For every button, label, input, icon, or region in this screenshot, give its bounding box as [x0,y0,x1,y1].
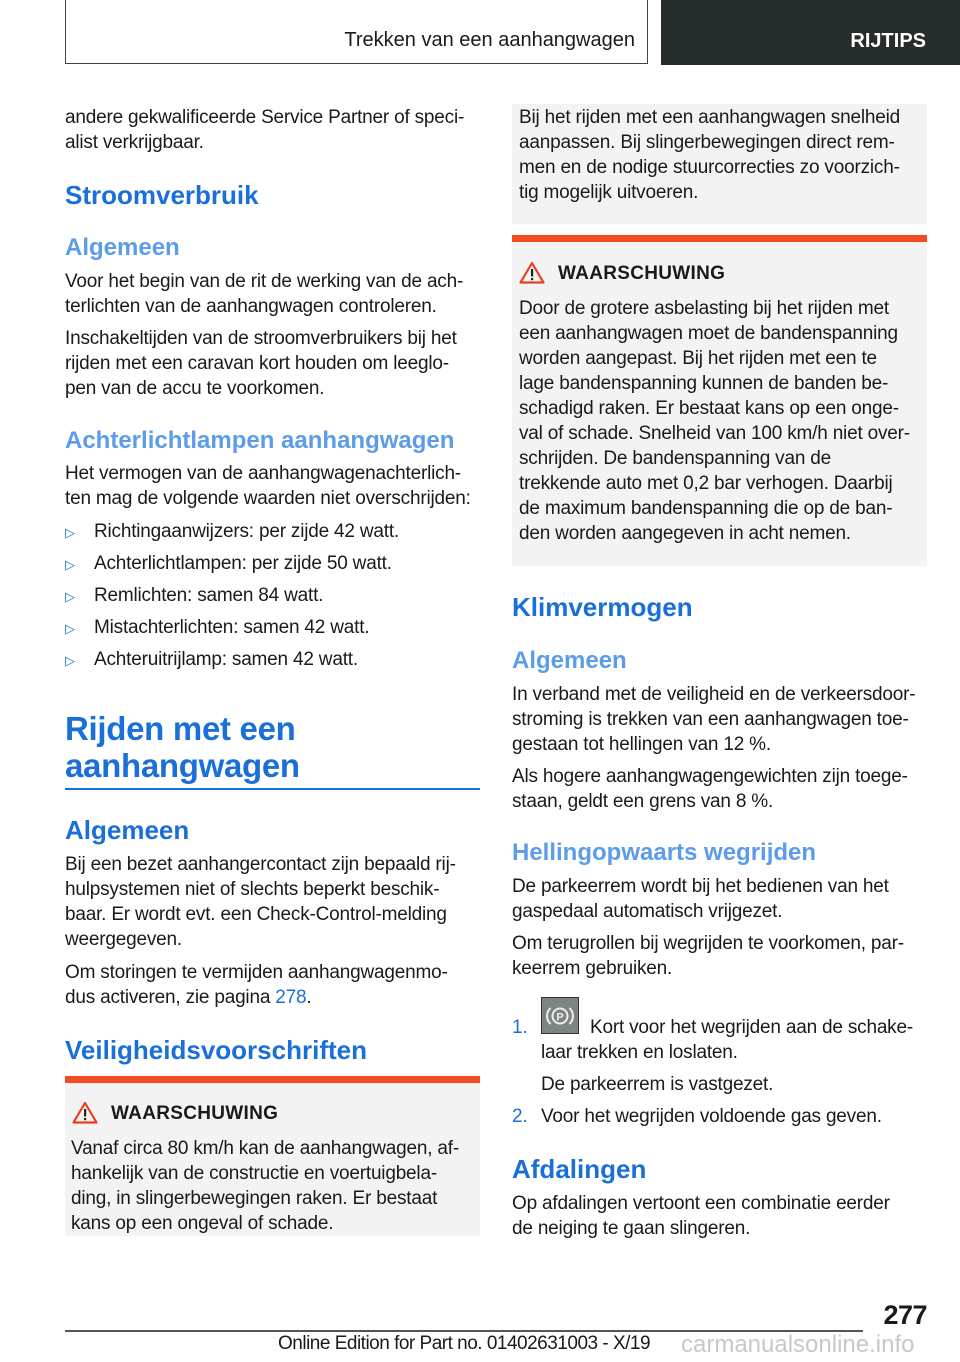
bullet-list [65,519,480,679]
text-line: kans op een ongeval of schade. [71,1213,334,1234]
section-tab-label: RIJTIPS [850,30,926,52]
paragraph [65,269,463,319]
heading-veiligheidsvoorschriften: Veiligheidsvoorschriften [65,1035,367,1065]
heading-stroomverbruik: Stroomverbruik [65,180,259,210]
text-line: Inschakeltijden van de stroomverbruikers bij het [65,328,457,349]
step-text: Voor het wegrijden voldoende gas geven. [541,1106,882,1127]
bullet-text: Richtingaanwijzers: per zijde 42 watt. [94,521,399,542]
text-line: tig mogelijk uitvoeren. [519,182,699,203]
warning-text [519,296,910,546]
text-line: aanpassen. Bij slingerbewegingen direct rem- [519,132,895,153]
heading-afdalingen: Afdalingen [512,1154,647,1184]
text-line: lage bandenspanning kunnen de banden be- [519,373,889,394]
text-line: de neiging te gaan slingeren. [512,1218,751,1239]
text-line: Bij een bezet aanhangercontact zijn bepaald rij- [65,854,456,875]
triangle-bullet-icon: ▷ [65,557,75,572]
text-line: baar. Er wordt evt. een Check-Control-melding [65,904,447,925]
warning-triangle-icon [72,1101,98,1124]
triangle-bullet-icon: ▷ [65,653,75,668]
triangle-bullet-icon: ▷ [65,589,75,604]
text-line: alist verkrijgbaar. [65,132,204,153]
bullet-item [65,647,480,679]
warning-text [71,1136,459,1236]
warning-title: WAARSCHUWING [111,1103,279,1124]
bullet-item [65,519,480,551]
bullet-item [65,615,480,647]
text-line: ten mag de volgende waarden niet overschrijden: [65,488,471,509]
text-line: Door de grotere asbelasting bij het rijden met [519,298,889,319]
step-2 [512,1104,927,1129]
text-line: In verband met de veiligheid en de verkeersdoor- [512,684,916,705]
text-line: de maximum bandenspanning die op de ban- [519,498,893,519]
text-line: schadigd raken. Er bestaat kans op een onge- [519,398,899,419]
text-line: ding, in slingerbewegingen raken. Er bestaat [71,1188,438,1209]
text-line: stroming is trekken van een aanhangwagen toe- [512,709,909,730]
paragraph [512,931,904,981]
text-line: pen van de accu te voorkomen. [65,378,325,399]
heading-rijden-met-aanhangwagen [65,710,300,784]
text-line: andere gekwalificeerde Service Partner of speci- [65,107,465,128]
bullet-text: Remlichten: samen 84 watt. [94,585,324,606]
text-line: hankelijk van de constructie en voertuigbela- [71,1163,437,1184]
watermark: carmanualsonline.info [681,1331,915,1358]
bullet-item [65,551,480,583]
step-text-line: Kort voor het wegrijden aan de schake- [590,1017,913,1038]
text-line: Vanaf circa 80 km/h kan de aanhangwagen, af- [71,1138,459,1159]
step-text-line: laar trekken en loslaten. [541,1042,738,1063]
warning-text [519,105,900,205]
text-line: keerrem gebruiken. [512,958,673,979]
text-line: worden aangepast. Bij het rijden met een te [519,348,877,369]
page-link-278[interactable]: 278 [275,987,307,1008]
subheading-algemeen: Algemeen [65,234,180,261]
step-number: 2. [512,1106,528,1127]
text-line: Het vermogen van de aanhangwagenachterlich- [65,463,461,484]
svg-text:P: P [556,1011,564,1023]
edition-text: Online Edition for Part no. 01402631003 - X/19 [278,1333,651,1354]
chapter-title: Trekken van een aanhangwagen [344,29,635,51]
text-line: dus activeren, zie pagina [65,987,276,1008]
text-line: Om terugrollen bij wegrijden te voorkomen, par- [512,933,904,954]
text-line: terlichten van de aanhangwagen controleren. [65,296,437,317]
text-line: gestaan tot hellingen van 12 %. [512,734,771,755]
subheading-achterlichtlampen: Achterlichtlampen aanhangwagen [65,427,455,454]
paragraph [65,852,456,952]
text-line: trekkende auto met 0,2 bar verhogen. Daarbij [519,473,893,494]
text-line: een aanhangwagen moet de bandenspanning [519,323,898,344]
step-number: 1. [512,1017,528,1038]
bullet-text: Achteruitrijlamp: samen 42 watt. [94,649,358,670]
heading-rule [65,788,480,790]
intro-paragraph [65,105,464,155]
paragraph [65,960,448,1010]
warning-box [512,242,927,566]
text-line: Voor het begin van de rit de werking van de ach- [65,271,464,292]
heading-algemeen: Algemeen [65,815,190,845]
warning-bar [65,1076,480,1083]
paragraph [512,1191,890,1241]
text-line: schrijden. De bandenspanning van de [519,448,832,469]
text-line: staan, geldt een grens van 8 %. [512,791,774,812]
text-line: den worden aangegeven in acht nemen. [519,523,851,544]
period: . [306,987,312,1008]
text-line: val of schade. Snelheid van 100 km/h niet over- [519,423,910,444]
subheading-algemeen: Algemeen [512,647,627,674]
paragraph [512,874,889,924]
continued-warning-box [512,104,927,224]
bullet-item [65,583,480,615]
subheading-hellingopwaarts: Hellingopwaarts wegrijden [512,839,817,866]
section-tab [661,0,960,65]
triangle-bullet-icon: ▷ [65,621,75,636]
text-line: Rijden met een [65,710,296,747]
bullet-text: Mistachterlichten: samen 42 watt. [94,617,370,638]
text-line: gaspedaal automatisch vrijgezet. [512,901,783,922]
text-line: De parkeerrem wordt bij het bedienen van het [512,876,889,897]
step-1 [512,1015,927,1097]
page-number: 277 [883,1300,927,1330]
warning-bar [512,235,927,242]
step-result: De parkeerrem is vastgezet. [541,1074,774,1095]
heading-klimvermogen: Klimvermogen [512,592,693,622]
text-line: Als hogere aanhangwagengewichten zijn toege- [512,766,908,787]
paragraph [65,326,457,401]
paragraph [512,764,908,814]
bullet-text: Achterlichtlampen: per zijde 50 watt. [94,553,392,574]
warning-triangle-icon [519,261,545,284]
paragraph [65,461,471,511]
text-line: men en de nodige stuurcorrecties zo voorzich- [519,157,900,178]
text-line: Om storingen te vermijden aanhangwagenmo- [65,962,448,983]
warning-title: WAARSCHUWING [558,263,726,284]
text-line: Bij het rijden met een aanhangwagen snelheid [519,107,900,128]
text-line: rijden met een caravan kort houden om leeglo- [65,353,449,374]
text-line: weergegeven. [65,929,182,950]
text-line: Op afdalingen vertoont een combinatie eerder [512,1193,890,1214]
text-line: aanhangwagen [65,747,300,784]
text-line: hulpsystemen niet of slechts beperkt beschik- [65,879,440,900]
warning-box [65,1083,480,1236]
triangle-bullet-icon: ▷ [65,525,75,540]
paragraph [512,682,915,757]
